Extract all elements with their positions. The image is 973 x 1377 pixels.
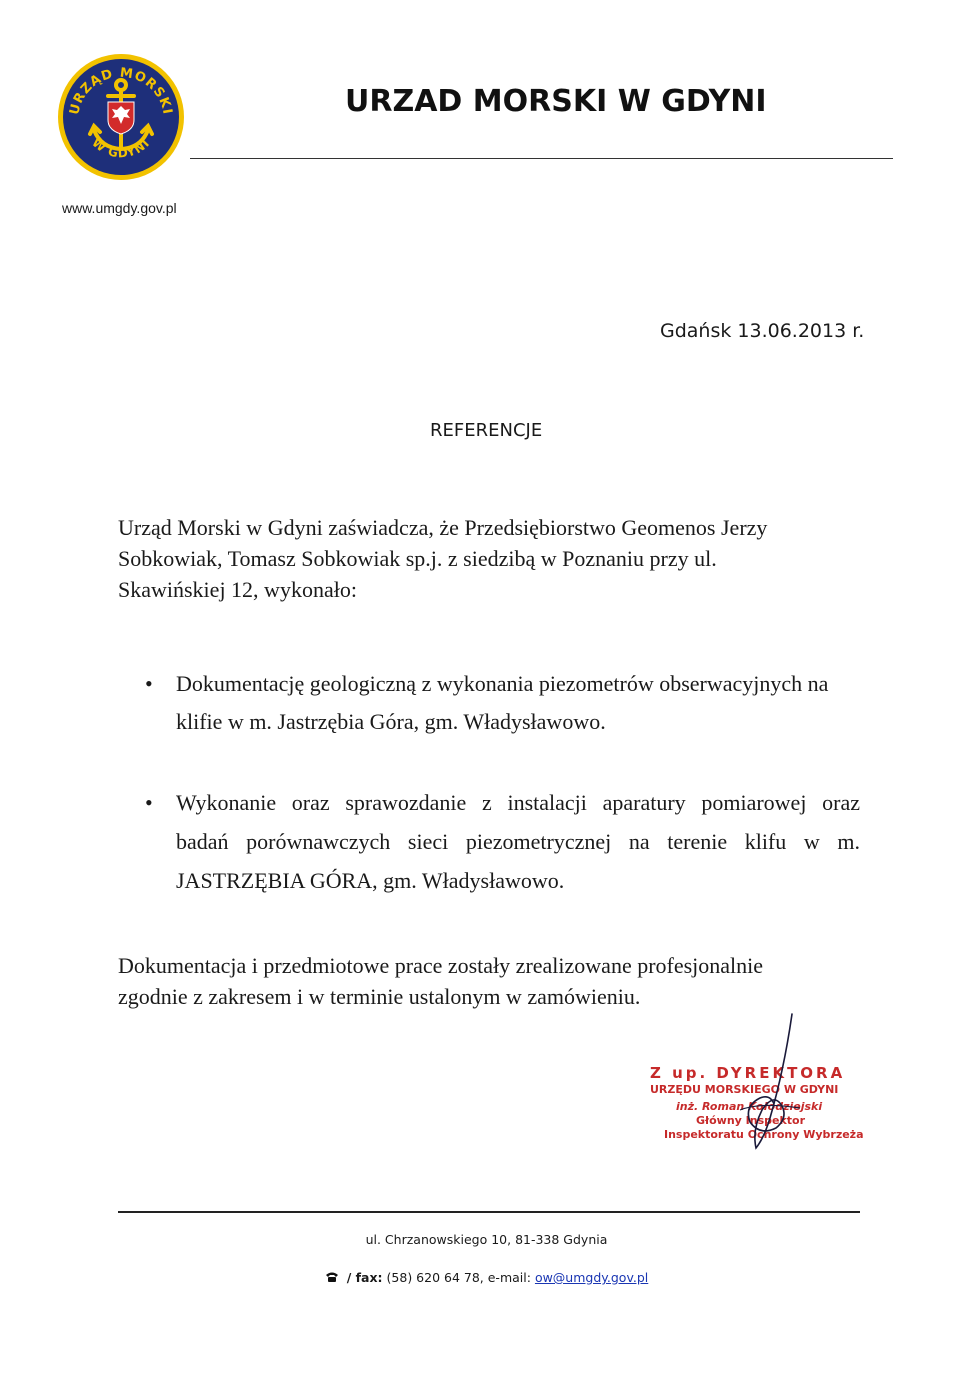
stamp-line: Inspektoratu Ochrony Wybrzeża — [664, 1128, 864, 1141]
stamp-line: Z up. DYREKTORA — [650, 1064, 846, 1082]
intro-line: Sobkowiak, Tomasz Sobkowiak sp.j. z siedzibą w Poznaniu przy ul. — [118, 546, 717, 571]
intro-line: Urząd Morski w Gdyni zaświadcza, że Przedsiębiorstwo Geomenos Jerzy — [118, 515, 768, 540]
intro-paragraph — [118, 512, 838, 605]
website-link[interactable]: www.umgdy.gov.pl — [62, 200, 177, 216]
list-item — [140, 783, 860, 900]
document-title: REFERENCJE — [430, 420, 543, 441]
intro-line: Skawińskiej 12, wykonało: — [118, 577, 357, 602]
organization-title: URZAD MORSKI W GDYNI — [345, 84, 767, 119]
closing-paragraph — [118, 950, 838, 1012]
list-item-line: Wykonanie oraz sprawozdanie z instalacji aparatury pomiarowej oraz — [176, 790, 860, 815]
phone-number: (58) 620 64 78, e-mail: — [386, 1270, 531, 1285]
stamp-line: URZĘDU MORSKIEGO W GDYNI — [650, 1083, 839, 1096]
bullet-icon: • — [145, 671, 153, 696]
fax-label: / fax: — [346, 1270, 383, 1285]
closing-line: Dokumentacja i przedmiotowe prace zostały zrealizowane profesjonalnie — [118, 953, 764, 978]
letter-date: Gdańsk 13.06.2013 r. — [660, 320, 865, 342]
urzad-morski-logo — [56, 52, 186, 182]
bullet-icon: • — [145, 790, 153, 815]
list-item — [140, 665, 860, 741]
list-item-line: klifie w m. Jastrzębia Góra, gm. Władysławowo. — [176, 709, 606, 734]
footer-contact — [0, 1270, 973, 1285]
footer-divider — [118, 1211, 860, 1213]
work-list — [140, 665, 860, 900]
footer-address: ul. Chrzanowskiego 10, 81-338 Gdynia — [365, 1232, 608, 1247]
closing-line: zgodnie z zakresem i w terminie ustalonym w zamówieniu. — [118, 984, 641, 1009]
eagle-shield-icon — [108, 102, 134, 134]
telephone-icon — [325, 1271, 339, 1283]
svg-text:URZĄD MORSKI: URZĄD MORSKI — [67, 65, 175, 117]
svg-text:W GDYNI: W GDYNI — [89, 135, 153, 161]
list-item-line: badań porównawczych sieci piezometrycznej na terenie klifu w m. — [176, 829, 860, 854]
handwritten-signature — [700, 1010, 830, 1160]
email-link[interactable]: ow@umgdy.gov.pl — [534, 1270, 649, 1285]
stamp-line: inż. Roman Kołodziejski — [676, 1100, 823, 1113]
list-item-line: JASTRZĘBIA GÓRA, gm. Władysławowo. — [176, 868, 565, 893]
header-divider — [190, 158, 893, 159]
stamp-line: Główny Inspektor — [696, 1114, 806, 1127]
list-item-line: Dokumentację geologiczną z wykonania piezometrów obserwacyjnych na — [176, 671, 829, 696]
